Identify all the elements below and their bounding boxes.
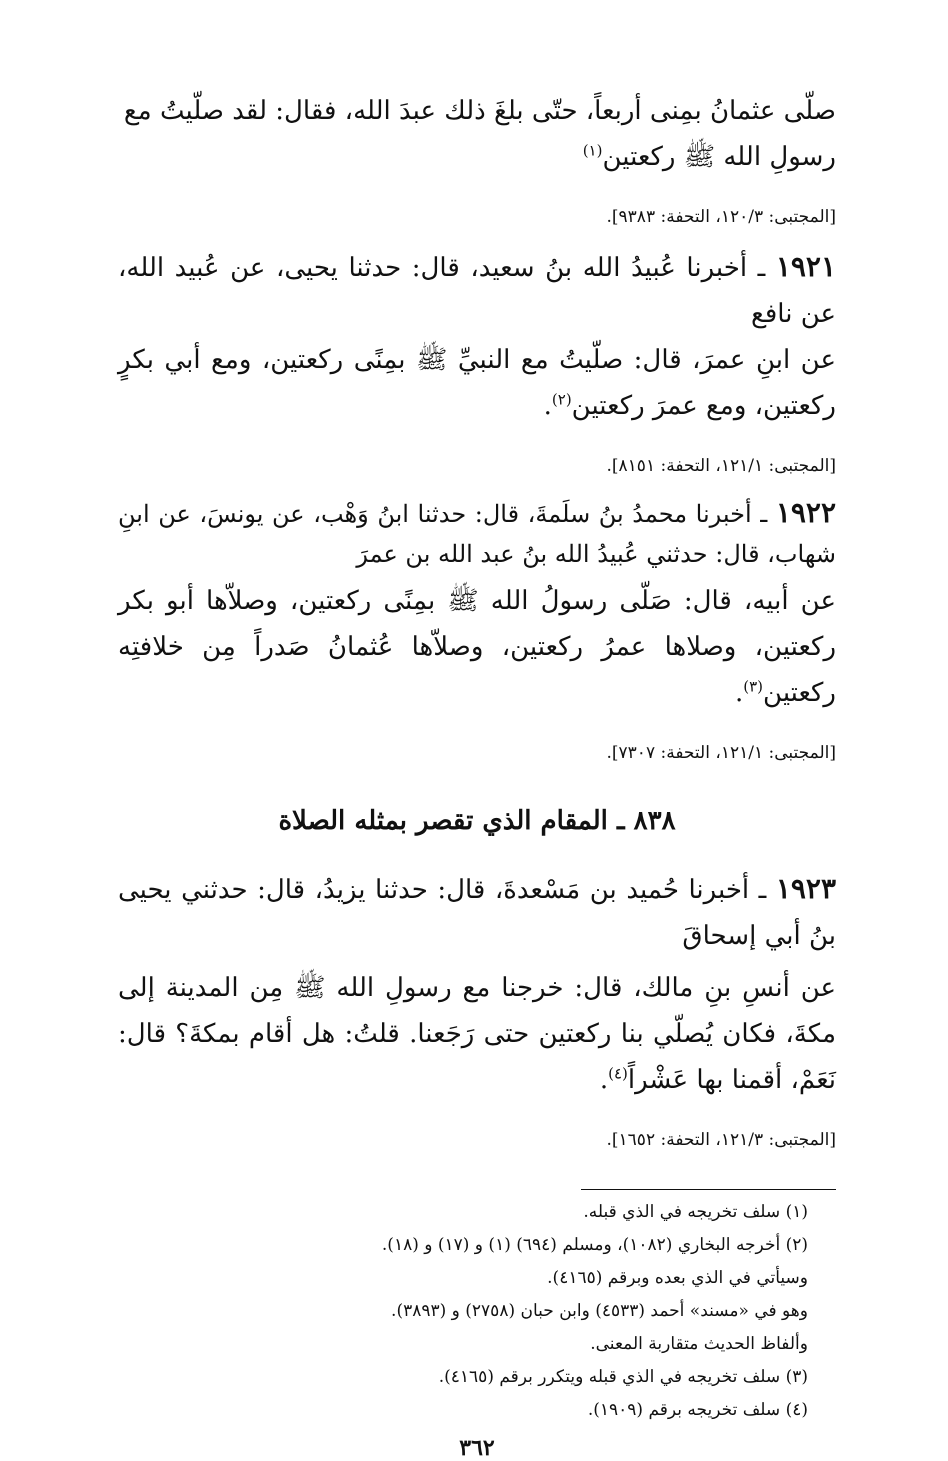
main-text (118, 88, 836, 1155)
source-citation: [المجتبى: ١٢١/١، التحفة: ٨١٥١]. (606, 456, 836, 476)
isnad-text: ـ أخبرنا محمدُ بنُ سلَمةَ، قال: حدثنا ابنُ وَهْب، عن يونسَ، عن ابنِ شهاب، قال: حدثني عُبيدُ الله بنُ عبد الله بن عمرَ (118, 500, 836, 568)
hadith-1922-matn (118, 578, 836, 716)
hadith-1921-matn (118, 337, 836, 429)
footnotes (118, 1196, 836, 1427)
intro-line-2-text: رسولِ الله ﷺ ركعتين (602, 142, 836, 172)
matn-end: . (599, 1065, 609, 1095)
hadith-1922-isnad (118, 493, 836, 574)
source-citation: [المجتبى: ١٢١/٣، التحفة: ١٦٥٢]. (606, 1130, 836, 1150)
page-number: ٣٦٢ (459, 1435, 495, 1461)
footnote-ref-1[interactable]: (١) (582, 141, 603, 160)
hadith-number: ١٩٢٢ (775, 496, 836, 529)
footnote-line: (١) سلف تخريجه في الذي قبله. (583, 1202, 808, 1222)
footnote-line: وألفاظ الحديث متقاربة المعنى. (590, 1334, 808, 1354)
intro-line-2 (118, 134, 836, 180)
footnote-ref-3[interactable]: (٣) (743, 677, 764, 696)
footnote-line: وسيأتي في الذي بعده وبرقم (٤١٦٥). (547, 1268, 808, 1288)
hadith-1923-matn (118, 965, 836, 1103)
matn-end: . (734, 678, 744, 708)
hadith-number: ١٩٢١ (775, 250, 836, 283)
footnote-line: (٤) سلف تخريجه برقم (١٩٠٩). (587, 1400, 808, 1420)
hadith-1923-isnad (118, 866, 836, 959)
isnad-text: ـ أخبرنا عُبيدُ الله بنُ سعيد، قال: حدثنا يحيى، عن عُبيد الله، عن نافع (118, 253, 836, 329)
footnote-line: وهو في «مسند» أحمد (٤٥٣٣) وابن حبان (٢٧٥٨) و (٣٨٩٣). (391, 1301, 808, 1321)
footnote-line: (٣) سلف تخريجه في الذي قبله ويتكرر برقم (٤١٦٥). (438, 1367, 808, 1387)
matn-text: عن ابنِ عمرَ، قال: صلّيتُ مع النبيِّ ﷺ بمِنًى ركعتين، ومع أبي بكرٍ ركعتين، ومع عمرَ ركعتين (118, 345, 836, 421)
footnote-line: (٢) أخرجه البخاري (١٠٨٢)، ومسلم (٦٩٤) (١) و (١٧) و (١٨). (381, 1235, 808, 1255)
hadith-number: ١٩٢٣ (775, 872, 836, 905)
matn-end: . (543, 391, 552, 421)
chapter-heading: ٨٣٨ ـ المقام الذي تقصر بمثله الصلاة (278, 806, 676, 836)
matn-text: عن أنسِ بنِ مالك، قال: خرجنا مع رسولِ الله ﷺ مِن المدينة إلى مكةَ، فكان يُصلّي بنا ركعتين حتى رَجَعنا. قلتُ: هل أقام بمكةَ؟ قال: نَعَمْ، أقمنا بها عَشْراً (118, 973, 836, 1095)
footnote-ref-2[interactable]: (٢) (551, 390, 572, 409)
footnote-divider (581, 1189, 836, 1190)
intro-line-1: صلّى عثمانُ بمِنى أربعاً، حتّى بلغَ ذلك عبدَ الله، فقال: لقد صلّيتُ مع (123, 96, 836, 126)
source-citation: [المجتبى: ١٢٠/٣، التحفة: ٩٣٨٣]. (606, 207, 836, 227)
isnad-text: ـ أخبرنا حُميد بن مَسْعدةَ، قال: حدثنا يزيدُ، قال: حدثني يحيى بنُ أبي إسحاقَ (118, 875, 836, 951)
hadith-1921-isnad (118, 244, 836, 337)
source-citation: [المجتبى: ١٢١/١، التحفة: ٧٣٠٧]. (606, 743, 836, 763)
footnote-ref-4[interactable]: (٤) (608, 1064, 628, 1083)
matn-text: عن أبيه، قال: صَلّى رسولُ الله ﷺ بمِنًى ركعتين، وصلاّها أبو بكر ركعتين، وصلاها عمرُ ركعتين، وصلاّها عُثمانُ صَدراً مِن خلافتِه ركعتين (118, 586, 836, 708)
